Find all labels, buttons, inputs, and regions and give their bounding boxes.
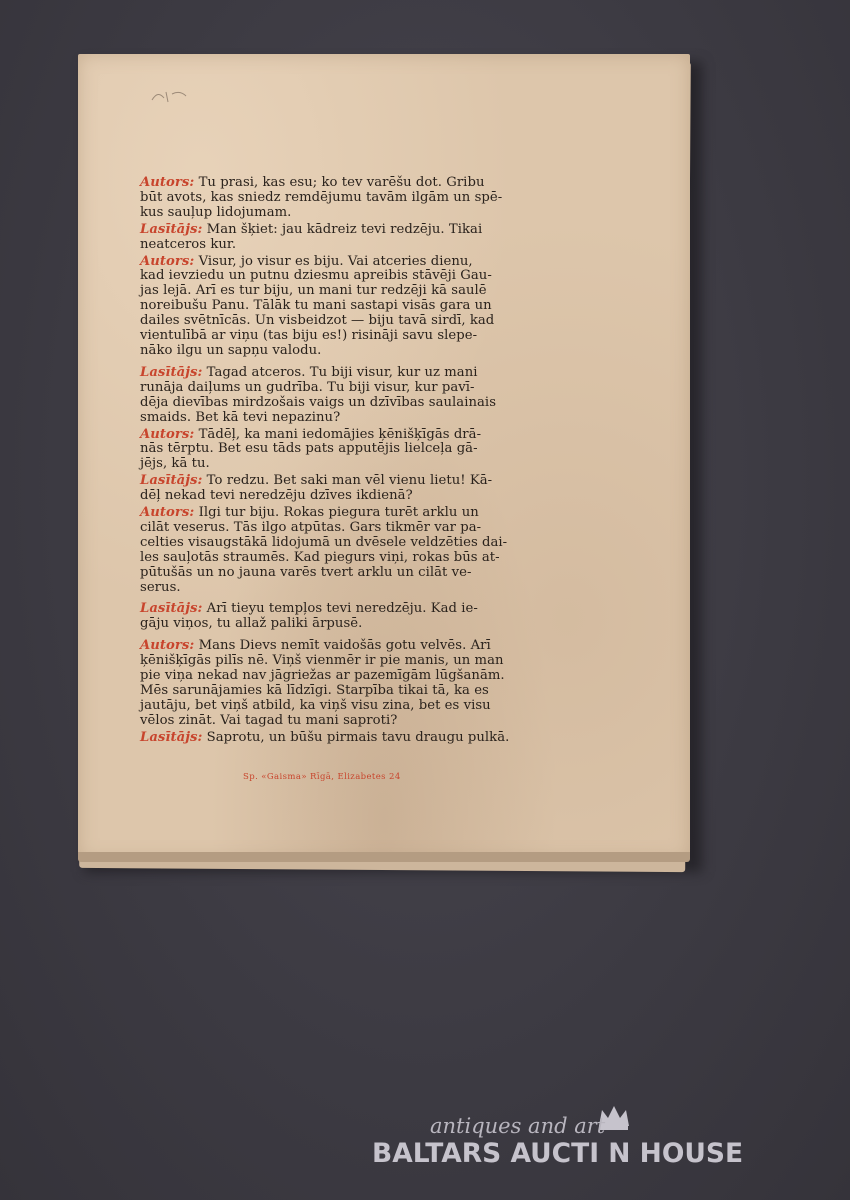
dialogue-line <box>140 489 526 504</box>
line-text: nās tērptu. Bet esu tāds pats apputējis lielceļa gā- <box>140 441 478 457</box>
line-text: les sauļotās straumēs. Kad piegurs viņi, rokas būs at- <box>140 549 500 565</box>
dialogue-line <box>140 396 526 411</box>
line-text: būt avots, kas sniedz remdējumu tavām ilgām un spē- <box>140 189 503 205</box>
dialogue-paragraph <box>140 255 526 359</box>
dialogue-paragraph <box>140 474 526 504</box>
dialogue-line <box>140 731 526 746</box>
dialogue-line <box>140 223 526 238</box>
dialogue-line <box>140 442 526 457</box>
line-text: jējs, kā tu. <box>140 456 210 472</box>
line-text: neatceros kur. <box>140 236 237 252</box>
line-text: kad ievziedu un putnu dziesmu apreibis stāvēji Gau- <box>140 268 492 284</box>
dialogue-line <box>140 269 526 284</box>
printer-imprint: Sp. «Gaisma» Rīgā, Elizabetes 24 <box>243 772 401 782</box>
line-text: Tu prasi, kas esu; ko tev varēšu dot. Gribu <box>198 175 485 190</box>
line-text: smaids. Bet kā tevi nepazinu? <box>140 409 341 425</box>
speaker-label: Autors: <box>140 638 195 654</box>
dialogue-line <box>140 314 526 329</box>
dialogue-line <box>140 639 526 654</box>
speaker-label: Autors: <box>140 426 195 442</box>
dialogue-line <box>140 344 526 359</box>
dialogue-text <box>140 176 526 748</box>
line-text: Visur, jo visur es biju. Vai atceries dienu, <box>198 253 473 269</box>
line-text: celties visaugstākā lidojumā un dvēsele veldzēties dai- <box>140 534 508 550</box>
dialogue-line <box>140 474 526 489</box>
line-text: serus. <box>140 579 181 595</box>
auction-watermark <box>368 1100 788 1180</box>
dialogue-paragraph <box>140 428 526 473</box>
dialogue-line <box>140 521 526 536</box>
speaker-label: Lasītājs: <box>140 473 203 489</box>
line-text: dēļ nekad tevi neredzēju dzīves ikdienā? <box>140 488 413 504</box>
watermark-tagline: antiques and art <box>430 1114 606 1138</box>
book-bottom-edge <box>78 852 690 862</box>
line-text: jas lejā. Arī es tur biju, un mani tur redzēji kā saulē <box>140 283 487 299</box>
line-text: nāko ilgu un sapņu valodu. <box>140 342 322 358</box>
dialogue-line <box>140 381 526 396</box>
dialogue-line <box>140 411 526 426</box>
dialogue-line <box>140 669 526 684</box>
line-text: Saprotu, un būšu pirmais tavu draugu pulkā. <box>206 729 510 745</box>
dialogue-line <box>140 329 526 344</box>
line-text: dēja dievības mirdzošais vaigs un dzīvības saulainais <box>140 394 497 410</box>
line-text: cilāt veserus. Tās ilgo atpūtas. Gars tikmēr var pa- <box>140 519 482 535</box>
dialogue-line <box>140 191 526 206</box>
dialogue-line <box>140 602 526 617</box>
dialogue-line <box>140 255 526 270</box>
line-text: runāja daiļums un gudrība. Tu biji visur, kur pavī- <box>140 379 475 395</box>
dialogue-paragraph <box>140 366 526 426</box>
speaker-label: Lasītājs: <box>140 601 203 617</box>
dialogue-paragraph <box>140 223 526 253</box>
line-text: Tagad atceros. Tu biji visur, kur uz mani <box>206 364 478 380</box>
dialogue-line <box>140 714 526 729</box>
dialogue-line <box>140 684 526 699</box>
dialogue-line <box>140 617 526 632</box>
dialogue-line <box>140 566 526 581</box>
speaker-label: Autors: <box>140 253 195 269</box>
dialogue-paragraph <box>140 176 526 221</box>
dialogue-line <box>140 284 526 299</box>
dialogue-line <box>140 428 526 443</box>
line-text: Ilgi tur biju. Rokas piegura turēt arklu un <box>198 505 479 521</box>
line-text: kus sauļup lidojumam. <box>140 204 292 220</box>
line-text: Man šķiet: jau kādreiz tevi redzēju. Tikai <box>206 221 483 237</box>
dialogue-paragraph <box>140 506 526 595</box>
dialogue-line <box>140 176 526 191</box>
dialogue-line <box>140 238 526 253</box>
dialogue-line <box>140 206 526 221</box>
dialogue-line <box>140 536 526 551</box>
line-text: Mēs sarunājamies kā līdzīgi. Starpība tikai tā, ka es <box>140 683 489 698</box>
dialogue-line <box>140 551 526 566</box>
dialogue-paragraph <box>140 639 526 728</box>
line-text: Mans Dievs nemīt vaidošās gotu velvēs. Arī <box>198 638 491 654</box>
line-text: Tādēļ, ka mani iedomājies ķēnišķīgās drā- <box>198 426 482 442</box>
line-text: Arī tieyu tempļos tevi neredzēju. Kad ie- <box>206 601 478 617</box>
dialogue-line <box>140 699 526 714</box>
line-text: ķēnišķīgās pilīs nē. Viņš vienmēr ir pie manis, un man <box>140 653 504 669</box>
line-text: vientulībā ar viņu (tas biju es!) risināji savu slepe- <box>140 328 478 344</box>
line-text: gāju viņos, tu allaž paliki ārpusē. <box>140 616 363 632</box>
line-text: pūtušās un no jauna varēs tvert arklu un cilāt ve- <box>140 564 472 580</box>
speaker-label: Lasītājs: <box>140 221 203 237</box>
line-text: jautāju, bet viņš atbild, ka viņš visu zina, bet es visu <box>140 697 491 713</box>
line-text: noreibušu Panu. Tālāk tu mani sastapi visās gara un <box>140 298 492 314</box>
line-text: To redzu. Bet saki man vēl vienu lietu! Kā- <box>206 473 493 489</box>
dialogue-paragraph <box>140 602 526 632</box>
speaker-label: Autors: <box>140 505 195 521</box>
dialogue-line <box>140 506 526 521</box>
dialogue-line <box>140 457 526 472</box>
watermark-name: BALTARS AUCTI N HOUSE <box>372 1138 744 1169</box>
dialogue-paragraph <box>140 731 526 746</box>
line-text: pie viņa nekad nav jāgriežas ar pazemīgām lūgšanām. <box>140 668 505 684</box>
line-text: vēlos zināt. Vai tagad tu mani saproti? <box>140 712 398 728</box>
speaker-label: Lasītājs: <box>140 364 203 380</box>
speaker-label: Lasītājs: <box>140 729 203 745</box>
dialogue-line <box>140 581 526 596</box>
dialogue-line <box>140 299 526 314</box>
dialogue-line <box>140 366 526 381</box>
speaker-label: Autors: <box>140 175 195 190</box>
pencil-mark <box>150 86 190 106</box>
dialogue-line <box>140 654 526 669</box>
line-text: dailes svētnīcās. Un visbeidzot — biju tavā sirdī, kad <box>140 313 495 329</box>
